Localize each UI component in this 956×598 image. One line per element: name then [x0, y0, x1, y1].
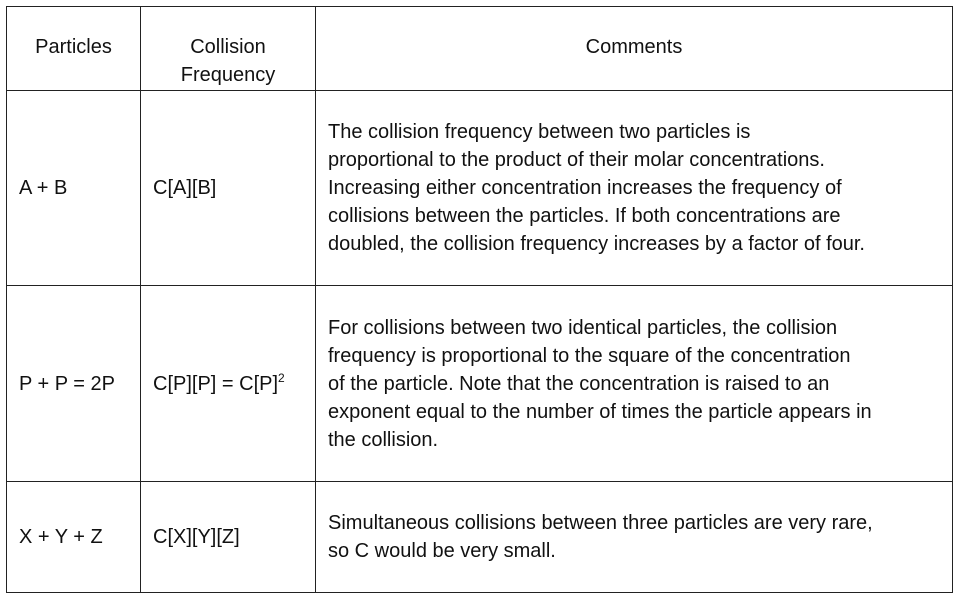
comment-line: the collision. — [328, 428, 439, 451]
comment-cell — [316, 91, 953, 286]
collision-frequency-table — [6, 6, 953, 593]
frequency-cell: C[A][B] — [141, 91, 316, 286]
comment-cell — [316, 482, 953, 593]
header-comments: Comments — [316, 7, 953, 91]
frequency-cell — [141, 286, 316, 482]
comment-line: frequency is proportional to the square of the concentration — [328, 344, 851, 367]
comment-line: proportional to the product of their molar concentrations. — [328, 149, 825, 171]
particles-cell: A + B — [7, 91, 141, 286]
frequency-cell: C[X][Y][Z] — [141, 482, 316, 593]
table-row — [7, 482, 953, 593]
comment-line: collisions between the particles. If both concentrations are — [328, 205, 841, 227]
comment-line: Increasing either concentration increases the frequency of — [328, 177, 842, 199]
particles-cell: P + P = 2P — [7, 286, 141, 482]
header-particles: Particles — [7, 7, 141, 91]
comment-line: doubled, the collision frequency increases by a factor of four. — [328, 233, 865, 255]
frequency-exponent: 2 — [278, 370, 285, 385]
header-collision-line2: Frequency — [180, 64, 276, 86]
table-row — [7, 91, 953, 286]
comment-line: For collisions between two identical particles, the collision — [328, 316, 838, 339]
table-row — [7, 286, 953, 482]
header-collision-frequency — [141, 7, 316, 91]
comment-line: Simultaneous collisions between three particles are very rare, — [328, 512, 873, 534]
header-collision-line1: Collision — [190, 36, 266, 58]
frequency-text: C[P][P] = C[P] — [153, 372, 279, 395]
comment-line: of the particle. Note that the concentration is raised to an — [328, 372, 830, 395]
comment-line: The collision frequency between two particles is — [328, 121, 751, 143]
particles-cell: X + Y + Z — [7, 482, 141, 593]
comment-line: exponent equal to the number of times the particle appears in — [328, 400, 872, 423]
comment-cell — [316, 286, 953, 482]
header-row — [7, 7, 953, 91]
comment-line: so C would be very small. — [328, 540, 556, 562]
